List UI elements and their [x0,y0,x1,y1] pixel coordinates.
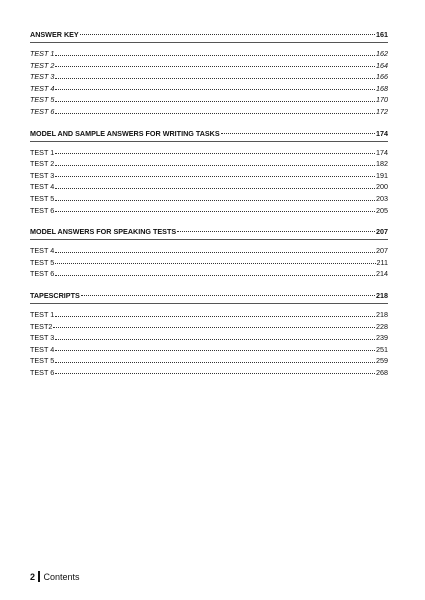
dot-leader [55,339,375,340]
dot-leader [55,188,375,189]
toc-entry[interactable] [30,158,388,170]
dot-leader [53,327,375,328]
page-footer [30,571,80,582]
footer-divider [38,571,40,582]
entry-label: TEST 5 [30,95,55,105]
dot-leader [81,295,375,296]
entry-page-number: 218 [376,309,388,319]
entry-label: TEST 3 [30,333,55,343]
entry-page-number: 203 [376,193,388,203]
entry-page-number: 207 [376,246,388,256]
entry-label: TEST 1 [30,309,55,319]
toc-entry[interactable] [30,321,388,333]
entry-page-number: 182 [376,159,388,169]
dot-leader [55,373,375,374]
dot-leader [55,78,375,79]
dot-leader [55,176,375,177]
section-title: MODEL ANSWERS FOR SPEAKING TESTS [30,227,177,237]
entry-label: TEST 5 [30,356,55,366]
dot-leader [55,275,375,276]
dot-leader [55,165,375,166]
toc-entry[interactable] [30,332,388,344]
entry-label: TEST 4 [30,182,55,192]
entry-page-number: 168 [376,83,388,93]
dot-leader [55,66,375,67]
toc-entry[interactable] [30,83,388,95]
toc-entry[interactable] [30,245,388,257]
dot-leader [55,316,375,317]
dot-leader [177,231,375,232]
dot-leader [55,55,375,56]
entry-label: TEST 6 [30,367,55,377]
entry-page-number: 174 [376,147,388,157]
footer-page-number: 2 [30,571,36,582]
entry-label: TEST 5 [30,257,55,267]
entry-page-number: 166 [376,72,388,82]
section-page-number: 161 [376,30,388,39]
entry-label: TEST 6 [30,205,55,215]
entry-label: TEST 1 [30,147,55,157]
toc-entry[interactable] [30,268,388,280]
toc-entry[interactable] [30,71,388,83]
table-of-contents [30,30,388,389]
entry-label: TEST 3 [30,170,55,180]
toc-entry[interactable] [30,170,388,182]
entry-label: TEST 5 [30,193,55,203]
toc-entry[interactable] [30,147,388,159]
section-title: MODEL AND SAMPLE ANSWERS FOR WRITING TASKS [30,128,220,138]
section-page-number: 174 [376,128,388,138]
toc-entry[interactable] [30,355,388,367]
entry-label: TEST 3 [30,72,55,82]
section-page-number: 218 [376,290,388,300]
entry-page-number: 170 [376,95,388,105]
section-title: ANSWER KEY [30,30,79,39]
footer-label: Contents [43,571,80,582]
entry-label: TEST 1 [30,49,55,58]
entry-label: TEST 6 [30,269,55,279]
toc-section-heading[interactable] [30,227,388,240]
toc-entry[interactable] [30,309,388,321]
dot-leader [80,34,375,35]
dot-leader [55,362,375,363]
toc-section-heading[interactable] [30,291,388,304]
dot-leader [55,350,375,351]
entry-page-number: 251 [376,344,388,354]
dot-leader [55,211,375,212]
dot-leader [55,153,375,154]
entry-page-number: 214 [376,269,388,279]
entry-page-number: 239 [376,333,388,343]
dot-leader [55,263,375,264]
entry-page-number: 228 [376,321,388,331]
toc-entry[interactable] [30,205,388,217]
dot-leader [55,89,375,90]
entry-page-number: 211 [376,257,388,267]
toc-entry[interactable] [30,193,388,205]
toc-section [30,291,388,379]
entry-label: TEST 2 [30,159,55,169]
entry-page-number: 200 [376,182,388,192]
dot-leader [221,133,375,134]
toc-entry[interactable] [30,367,388,379]
entry-page-number: 191 [376,170,388,180]
toc-entry[interactable] [30,344,388,356]
section-page-number: 207 [376,227,388,237]
toc-section [30,227,388,280]
entry-page-number: 172 [376,106,388,116]
toc-section [30,129,388,217]
entry-page-number: 259 [376,356,388,366]
entry-label: TEST 6 [30,106,55,116]
toc-section-heading[interactable] [30,30,388,43]
entry-page-number: 268 [376,367,388,377]
entry-label: TEST2 [30,321,53,331]
toc-entry[interactable] [30,257,388,269]
entry-label: TEST 4 [30,246,55,256]
section-title: TAPESCRIPTS [30,290,80,300]
toc-section [30,30,388,118]
entry-label: TEST 2 [30,60,55,70]
entry-page-number: 205 [376,205,388,215]
entry-label: TEST 4 [30,344,55,354]
entry-page-number: 164 [376,60,388,70]
entry-page-number: 162 [376,49,388,58]
toc-entry[interactable] [30,94,388,106]
dot-leader [55,113,375,114]
toc-section-heading[interactable] [30,129,388,142]
entry-label: TEST 4 [30,83,55,93]
dot-leader [55,101,375,102]
toc-entry[interactable] [30,106,388,118]
dot-leader [55,252,375,253]
toc-entry[interactable] [30,60,388,72]
toc-entry[interactable] [30,181,388,193]
dot-leader [55,200,375,201]
toc-entry[interactable] [30,48,388,60]
